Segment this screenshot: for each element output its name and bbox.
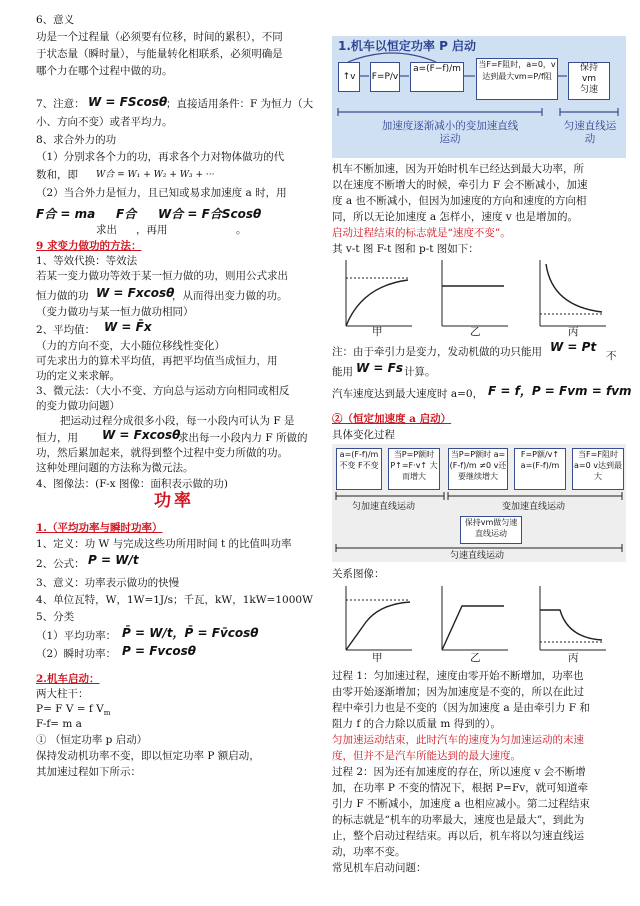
- formula-power: P = W/t: [88, 553, 139, 567]
- formula-total-work: W合 = W₁ + W₂ + W₃ + ···: [96, 170, 215, 180]
- text-line: 度 a 也不断减小，但因为加速度的方向和速度的方向相: [332, 195, 587, 207]
- text-line: 功是一个过程量（必须要有位移，时间的累积），不同: [36, 31, 283, 43]
- banner-title: 1.机车以恒定功率 P 启动: [338, 39, 477, 53]
- flow-box: ↑v: [338, 62, 360, 92]
- text-line: 具体变化过程: [332, 429, 395, 441]
- text-line: 这种处理问题的方法称为微元法。: [36, 462, 194, 474]
- text-line: 小、方向不变）或者平均力。: [36, 116, 173, 128]
- text-line: F-f= m a: [36, 718, 82, 730]
- flow-box: F=P/v: [370, 62, 400, 92]
- text-line-highlight: 度，但并不是汽车所能达到的最大速度。: [332, 750, 521, 762]
- formula-average: W = F̄x: [104, 320, 152, 334]
- graph-label: 丙: [568, 326, 579, 338]
- text-line: 功，然后累加起来，就得到整个过程中变力所做的功。: [36, 447, 288, 459]
- label-uniform-accel: 匀加速直线运动: [352, 502, 416, 512]
- section-2-heading: ②（恒定加速度 a 启动）: [332, 413, 452, 425]
- method-2-heading: 2、平均值：: [36, 324, 96, 336]
- text-line: 过程 1：匀加速过程，速度由零开始不断增加，功率也: [332, 670, 584, 682]
- text-line: 不: [606, 350, 617, 362]
- flow-box: a=(F-f)/m 不变 F不变: [336, 448, 382, 490]
- text-line: （2）当合外力是恒力，且已知或易求加速度 a 时，用: [36, 187, 287, 199]
- text-line: 恒力做的功: [36, 290, 89, 302]
- text-line: 以在速度不断增大的时候，牵引力 F 会不断减小，加速: [332, 179, 588, 191]
- text-line: 汽车速度达到最大速度时 a=0，: [332, 388, 484, 400]
- text-line: 引力 F 不断减小，加速度 a 也相应减小。第二过程结束: [332, 798, 590, 810]
- constant-accel-diagram: [332, 444, 626, 562]
- text-line: ① （恒定功率 p 启动）: [36, 734, 148, 746]
- formula-net-work: W合 = F合Scosθ: [158, 207, 262, 221]
- text-line: 过程 2：因为还有加速度的存在，所以速度 v 会不断增: [332, 766, 586, 778]
- text-line: 机车不断加速，因为开始时机车已经达到最大功率，所: [332, 163, 584, 175]
- method-4-heading: 4、图像法：(F-x 图像：面积表示做的功): [36, 478, 228, 490]
- text-line: 若某一变力做功等效于某一恒力做的功，则用公式求出: [36, 270, 288, 282]
- graph-label: 甲: [372, 326, 383, 338]
- method-1-heading: 1、等效代换：等效法: [36, 255, 138, 267]
- text-line: ；直接适用条件：F 为恒力（大: [166, 98, 314, 110]
- flow-box: F=P额/v↑ a=(F-f)/m: [514, 448, 566, 490]
- label-uniform-2: 匀速直线运动: [450, 551, 505, 561]
- formula-work-micro: W = Fxcosθ: [102, 428, 181, 442]
- text-line-highlight: 启动过程结束的标志就是“速度不变”。: [332, 227, 511, 239]
- formula-avg-power: P̄ = W/t，P̄ = Fv̄cosθ: [122, 626, 259, 640]
- text-line: 恒力，用: [36, 432, 78, 444]
- flow-box: a=(F−f)/m: [410, 62, 464, 92]
- flow-box: 当P=P额时 P↑=F·v↑ 大而增大: [388, 448, 440, 490]
- graph-label: 乙: [470, 652, 481, 664]
- formula-fs: W = Fs: [356, 361, 403, 375]
- engine-start-heading: 2.机车启动：: [36, 673, 100, 685]
- text-line: 5、分类: [36, 611, 75, 623]
- flow-box: 当F=F阻时 a=0 v达到最大: [572, 448, 624, 490]
- text-line: 动，功率不变。: [332, 846, 406, 858]
- label-variable-accel: 加速度逐渐减小的变加速直线运动: [381, 120, 519, 145]
- label-variable-accel-2: 变加速直线运动: [502, 502, 566, 512]
- text-line: （变力做功与某一恒力做功相同）: [36, 306, 194, 318]
- formula-max-speed: F = f，P = Fvm = fvm: [488, 384, 632, 398]
- text-line: 4、单位瓦特，W，1W=1J/s；千瓦，kW，1kW=1000W: [36, 594, 313, 606]
- graph-label: 丙: [568, 652, 579, 664]
- text-line: 常见机车启动问题：: [332, 862, 427, 874]
- graphs-set-1: [332, 256, 626, 336]
- formula-inst-power: P = Fvcosθ: [122, 644, 196, 658]
- text-line: 阻力 f 的合力除以质量 m 得到的）。: [332, 718, 501, 730]
- text-line: 其加速过程如下所示：: [36, 766, 141, 778]
- flow-box-keep-vm: 保持vm做匀速直线运动: [460, 516, 522, 544]
- formula-pt: W = Pt: [550, 340, 597, 354]
- section-9-heading: 9 求变力做功的方法：: [36, 240, 142, 252]
- text-line: 两大柱干：: [36, 688, 89, 700]
- graphs-set-2: [332, 582, 626, 662]
- text-line: 3、意义：功率表示做功的快慢: [36, 577, 180, 589]
- text-line: 把运动过程分成很多小段，每一小段内可认为 F 是: [60, 415, 295, 427]
- text-line: 数和，即: [36, 169, 78, 181]
- text-line: 2、公式：: [36, 558, 85, 570]
- text-line-highlight: 匀加速运动结束，此时汽车的速度为匀加速运动的末速: [332, 734, 584, 746]
- text-line: （2）瞬时功率：: [36, 648, 117, 660]
- text-line: 求出每一小段内力 F 所做的: [178, 432, 308, 444]
- graph-label: 乙: [470, 326, 481, 338]
- text-line: 求出: [96, 224, 117, 236]
- text-line: 功的定义来求解。: [36, 370, 120, 382]
- text-line: 保持发动机功率不变，即以恒定功率 P 额启动，: [36, 750, 260, 762]
- text-line: ，从而得出变力做的功。: [172, 290, 288, 302]
- section-7-heading: 7、注意：: [36, 98, 85, 110]
- text-line: 其 v-t 图 F-t 图和 p-t 图如下：: [332, 243, 479, 255]
- text-line: ，再用: [136, 224, 168, 236]
- flow-box-uniform: 保持 vm 匀速: [568, 62, 610, 100]
- formula-work-const: W = Fxcosθ: [96, 286, 175, 300]
- text-line: 程中牵引力也是不变的（因为加速度 a 是由牵引力 F 和: [332, 702, 590, 714]
- text-line: 哪个力在哪个过程中做的功。: [36, 65, 173, 77]
- text-line: 。: [236, 224, 247, 236]
- text-line: 1、定义：功 W 与完成这些功所用时间 t 的比值叫功率: [36, 538, 292, 550]
- text-line: 的变力做功问题）: [36, 400, 120, 412]
- method-3-heading: 3、微元法：（大小不变、方向总与运动方向相同或相反: [36, 385, 290, 397]
- text-line: 能用: [332, 366, 353, 378]
- section-8-heading: 8、求合外力的功: [36, 134, 117, 146]
- graph-label: 甲: [372, 652, 383, 664]
- text-line: （力的方向不变，大小随位移线性变化）: [36, 340, 225, 352]
- text-line: 可先求出力的算术平均值，再把平均值当成恒力，用: [36, 355, 278, 367]
- formula-work: W = FScosθ: [88, 95, 168, 109]
- label-uniform: 匀速直线运动: [563, 120, 617, 145]
- text-line: 加，在功率 P 不变的情况下，根据 P=Fv，就可知道牵: [332, 782, 589, 794]
- power-section-heading: 1.（平均功率与瞬时功率）: [36, 522, 163, 534]
- formula-newton: F合 = ma: [36, 207, 96, 221]
- text-line: 关系图像：: [332, 568, 385, 580]
- flow-box-max-speed: 当F=F阻时，a=0，v达到最大vm=P/f阻: [476, 58, 558, 100]
- constant-power-diagram: [332, 36, 626, 158]
- text-line: P= F V = f $V_m$: [36, 703, 111, 718]
- text-line: （1）分别求各个力的功，再求各个力对物体做功的代: [36, 151, 285, 163]
- power-title: 功率: [154, 491, 194, 511]
- text-line: 的标志就是“机车的功率最大，速度也是最大”，到此为: [332, 814, 585, 826]
- text-line: 止，整个启动过程结束。再以后，机车将以匀速直线运: [332, 830, 584, 842]
- text-line: 由零开始逐渐增加；因为加速度是不变的，所以在此过: [332, 686, 584, 698]
- text-line: 于状态量（瞬时量），与能量转化相联系，必须明确是: [36, 48, 283, 60]
- section-6-heading: 6、意义: [36, 14, 75, 26]
- text-line: 计算。: [404, 366, 436, 378]
- text-line: 同，所以无论加速度 a 怎样小，速度 v 也是增加的。: [332, 211, 579, 223]
- flow-box: 当P=P额时 a=(F-f)/m ≠0 v还要继续增大: [448, 448, 508, 490]
- text-line: （1）平均功率：: [36, 630, 117, 642]
- text-line: 注：由于牵引力是变力，发动机做的功只能用: [332, 346, 542, 358]
- formula-f-net: F合: [116, 207, 137, 221]
